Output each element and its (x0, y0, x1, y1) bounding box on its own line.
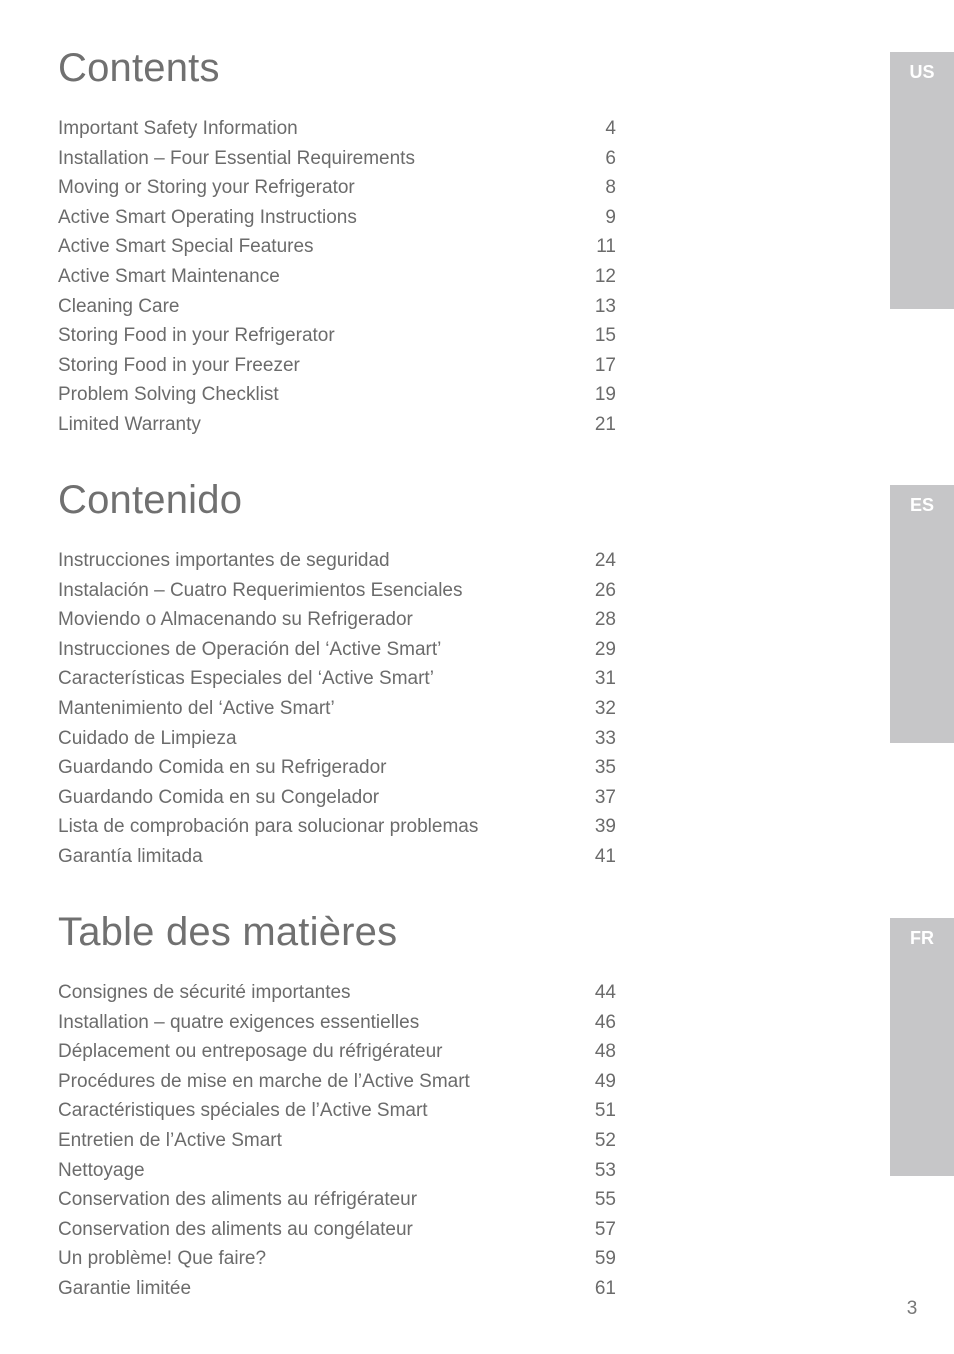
toc-entry-label: Consignes de sécurité importantes (58, 982, 351, 1003)
toc-entry-page: 6 (605, 147, 616, 169)
language-tab-label: US (909, 62, 935, 82)
toc-entry-label: Procédures de mise en marche de l’Active Smart (58, 1070, 470, 1092)
toc-entry[interactable] (58, 262, 616, 292)
toc-entry-label: Important Safety Information (58, 118, 298, 139)
toc-entry[interactable] (58, 1156, 616, 1186)
section-title: Contenido (58, 478, 243, 522)
toc-entry-label: Active Smart Operating Instructions (58, 206, 357, 228)
toc-entry-label: Déplacement ou entreposage du réfrigérateur (58, 1041, 443, 1063)
toc-entry[interactable] (58, 1215, 616, 1245)
toc-entry[interactable] (58, 1008, 616, 1038)
toc-entry[interactable] (58, 292, 616, 322)
toc-list (58, 114, 616, 440)
toc-entry[interactable] (58, 321, 616, 351)
section-title: Table des matières (58, 910, 398, 954)
toc-entry[interactable] (58, 203, 616, 233)
toc-entry-page: 13 (594, 295, 616, 317)
toc-entry[interactable] (58, 546, 616, 576)
toc-entry[interactable] (58, 1096, 616, 1126)
toc-entry-label: Limited Warranty (58, 413, 201, 435)
toc-entry-page: 9 (605, 206, 616, 228)
toc-entry-label: Storing Food in your Refrigerator (58, 325, 335, 347)
toc-entry-page: 55 (594, 1189, 616, 1211)
toc-entry-page: 48 (594, 1041, 616, 1063)
language-tab-es[interactable] (890, 485, 954, 743)
toc-entry-label: Mantenimiento del ‘Active Smart’ (58, 697, 335, 719)
toc-entry[interactable] (58, 380, 616, 410)
toc-entry[interactable] (58, 694, 616, 724)
toc-entry-page: 46 (594, 1011, 616, 1033)
toc-entry[interactable] (58, 1126, 616, 1156)
toc-entry-label: Storing Food in your Freezer (58, 354, 300, 376)
toc-entry-page: 33 (594, 727, 616, 749)
section-title: Contents (58, 46, 220, 90)
toc-entry-label: Guardando Comida en su Congelador (58, 786, 380, 808)
toc-entry[interactable] (58, 173, 616, 203)
toc-entry[interactable] (58, 1185, 616, 1215)
toc-entry-page: 24 (594, 550, 616, 571)
toc-entry-label: Active Smart Maintenance (58, 265, 280, 287)
toc-entry-label: Caractéristiques spéciales de l’Active Smart (58, 1100, 428, 1122)
toc-entry-label: Installation – quatre exigences essentielles (58, 1011, 420, 1033)
toc-entry-page: 44 (594, 982, 616, 1003)
toc-entry-page: 26 (594, 579, 616, 601)
toc-entry-label: Un problème! Que faire? (58, 1248, 267, 1270)
toc-entry[interactable] (58, 1244, 616, 1274)
toc-entry[interactable] (58, 664, 616, 694)
toc-entry[interactable] (58, 144, 616, 174)
toc-entry-page: 17 (594, 354, 616, 376)
toc-entry[interactable] (58, 1037, 616, 1067)
toc-entry-page: 49 (594, 1070, 616, 1092)
toc-entry[interactable] (58, 351, 616, 381)
toc-entry-page: 19 (594, 384, 616, 406)
toc-entry-page: 37 (594, 786, 616, 808)
toc-entry-label: Cuidado de Limpieza (58, 727, 237, 749)
toc-entry-page: 29 (594, 638, 616, 660)
toc-entry-page: 21 (594, 413, 616, 435)
language-tab-label: FR (910, 928, 934, 948)
toc-entry-page: 51 (594, 1100, 616, 1122)
toc-entry-page: 39 (594, 816, 616, 838)
toc-entry[interactable] (58, 978, 616, 1008)
toc-entry-page: 31 (594, 668, 616, 690)
toc-entry-label: Características Especiales del ‘Active Smart’ (58, 668, 434, 690)
toc-entry-page: 12 (594, 265, 616, 287)
toc-entry-page: 59 (594, 1248, 616, 1270)
page-number: 3 (906, 1298, 918, 1319)
toc-section-spanish (58, 472, 618, 867)
toc-entry-page: 32 (594, 697, 616, 719)
toc-entry[interactable] (58, 114, 616, 144)
toc-section-english (58, 40, 618, 435)
toc-entry-page: 53 (594, 1159, 616, 1181)
toc-entry-label: Conservation des aliments au congélateur (58, 1218, 413, 1240)
toc-entry[interactable] (58, 753, 616, 783)
toc-section-french (58, 904, 618, 1299)
toc-entry-label: Nettoyage (58, 1159, 145, 1181)
toc-entry[interactable] (58, 1067, 616, 1097)
toc-entry-label: Cleaning Care (58, 295, 180, 317)
toc-entry-label: Moving or Storing your Refrigerator (58, 177, 355, 199)
toc-entry-page: 41 (594, 845, 616, 867)
toc-entry[interactable] (58, 576, 616, 606)
toc-entry[interactable] (58, 410, 616, 440)
toc-entry-label: Installation – Four Essential Requirements (58, 147, 415, 169)
language-tab-us[interactable] (890, 52, 954, 309)
toc-list (58, 546, 616, 872)
toc-entry[interactable] (58, 812, 616, 842)
toc-entry-label: Conservation des aliments au réfrigérateur (58, 1189, 418, 1211)
toc-entry-label: Entretien de l’Active Smart (58, 1129, 282, 1151)
toc-entry-label: Garantía limitada (58, 845, 203, 867)
toc-entry-label: Active Smart Special Features (58, 236, 314, 258)
toc-entry[interactable] (58, 724, 616, 754)
toc-entry[interactable] (58, 635, 616, 665)
toc-entry-page: 35 (594, 757, 616, 779)
toc-entry-label: Guardando Comida en su Refrigerador (58, 757, 387, 779)
toc-entry-label: Garantie limitée (58, 1277, 192, 1299)
language-tab-label: ES (909, 495, 934, 515)
toc-entry-page: 61 (594, 1277, 616, 1299)
toc-list (58, 978, 616, 1304)
toc-entry[interactable] (58, 1274, 616, 1304)
language-tab-fr[interactable] (890, 918, 954, 1176)
toc-entry-page: 28 (594, 609, 616, 631)
toc-entry[interactable] (58, 783, 616, 813)
toc-entry-page: 11 (596, 236, 616, 258)
toc-entry-page: 57 (594, 1218, 616, 1240)
toc-entry[interactable] (58, 605, 616, 635)
toc-entry-page: 8 (605, 177, 616, 199)
toc-entry[interactable] (58, 842, 616, 872)
toc-entry[interactable] (58, 232, 616, 262)
toc-entry-label: Instalación – Cuatro Requerimientos Esenciales (58, 579, 463, 601)
toc-entry-label: Problem Solving Checklist (58, 384, 279, 406)
toc-entry-label: Moviendo o Almacenando su Refrigerador (58, 609, 413, 631)
toc-entry-label: Instrucciones de Operación del ‘Active Smart’ (58, 638, 442, 660)
toc-entry-page: 52 (594, 1129, 616, 1151)
toc-entry-label: Instrucciones importantes de seguridad (58, 550, 390, 571)
toc-entry-label: Lista de comprobación para solucionar problemas (58, 816, 479, 838)
toc-entry-page: 4 (605, 118, 616, 139)
toc-entry-page: 15 (594, 325, 616, 347)
